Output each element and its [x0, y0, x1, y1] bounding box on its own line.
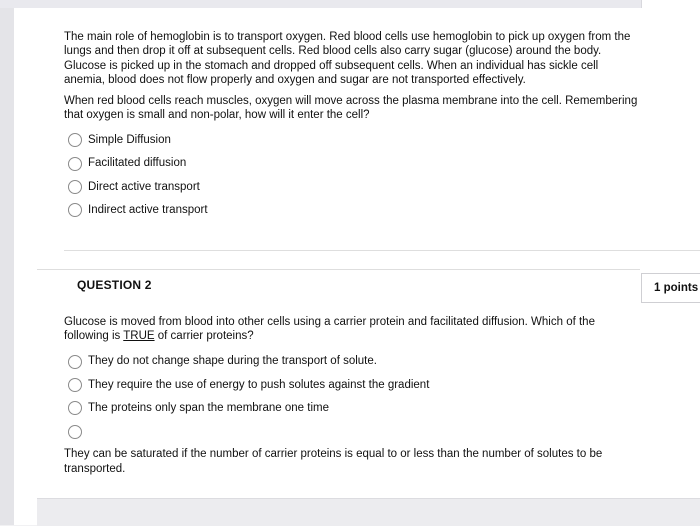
q1-option-direct-active-transport[interactable] — [64, 175, 639, 198]
option-label: They do not change shape during the transport of solute. — [88, 355, 377, 368]
points-badge: 1 points — [641, 273, 700, 303]
radio-button[interactable] — [68, 203, 82, 217]
question-1-paragraph-1: The main role of hemoglobin is to transport oxygen. Red blood cells use hemoglobin to pick up oxygen from the lungs and then drop it off at subsequent cells. Red blood cells also carry sugar (glucose) around the body. Glucose is picked up in the stomach and dropped off subsequent cells. When an individual has sickle cell anemia, blood does not flow properly and oxygen and sugar are not transported effectively. — [64, 31, 631, 87]
q2-option-span-once[interactable] — [64, 397, 639, 420]
option-label: Simple Diffusion — [88, 133, 171, 146]
q2-option-saturated[interactable] — [64, 420, 639, 443]
radio-button[interactable] — [68, 157, 82, 171]
option-label: Facilitated diffusion — [88, 157, 187, 170]
left-margin — [0, 8, 14, 525]
radio-button[interactable] — [68, 401, 82, 415]
radio-button[interactable] — [68, 133, 82, 147]
question-2-title: QUESTION 2 — [77, 278, 152, 292]
q2-option-require-energy[interactable] — [64, 373, 639, 396]
next-question-panel — [37, 498, 700, 526]
question-2-options — [64, 350, 639, 476]
radio-button[interactable] — [68, 180, 82, 194]
option-label: Direct active transport — [88, 180, 200, 193]
question-2-prompt — [64, 315, 639, 344]
q1-option-facilitated-diffusion[interactable] — [64, 152, 639, 175]
q1-option-simple-diffusion[interactable] — [64, 128, 639, 151]
q1-option-indirect-active-transport[interactable] — [64, 199, 639, 222]
q2-option-no-shape-change[interactable] — [64, 350, 639, 373]
divider — [64, 250, 700, 251]
radio-button[interactable] — [68, 355, 82, 369]
question-1-options — [64, 128, 639, 222]
option-label: Indirect active transport — [88, 204, 208, 217]
prompt-text: Glucose is moved from blood into other cells using a carrier protein and facilitated diffusion. Which of the following is — [64, 316, 595, 343]
question-1 — [64, 30, 639, 222]
option-label: The proteins only span the membrane one time — [88, 402, 329, 415]
radio-button[interactable] — [68, 425, 82, 439]
option-label: They can be saturated if the number of carrier proteins is equal to or less than the number of solutes to be transported. — [64, 448, 603, 475]
radio-button[interactable] — [68, 378, 82, 392]
divider — [37, 269, 640, 270]
prompt-emphasis: TRUE — [123, 330, 155, 343]
question-2 — [64, 315, 639, 476]
top-bar — [0, 0, 700, 8]
option-label: They require the use of energy to push solutes against the gradient — [88, 378, 430, 391]
prompt-text: of carrier proteins? — [154, 330, 254, 343]
question-1-paragraph-2: When red blood cells reach muscles, oxygen will move across the plasma membrane into the cell. Remembering that oxygen is small and non-polar, how will it enter the cell? — [64, 94, 638, 122]
